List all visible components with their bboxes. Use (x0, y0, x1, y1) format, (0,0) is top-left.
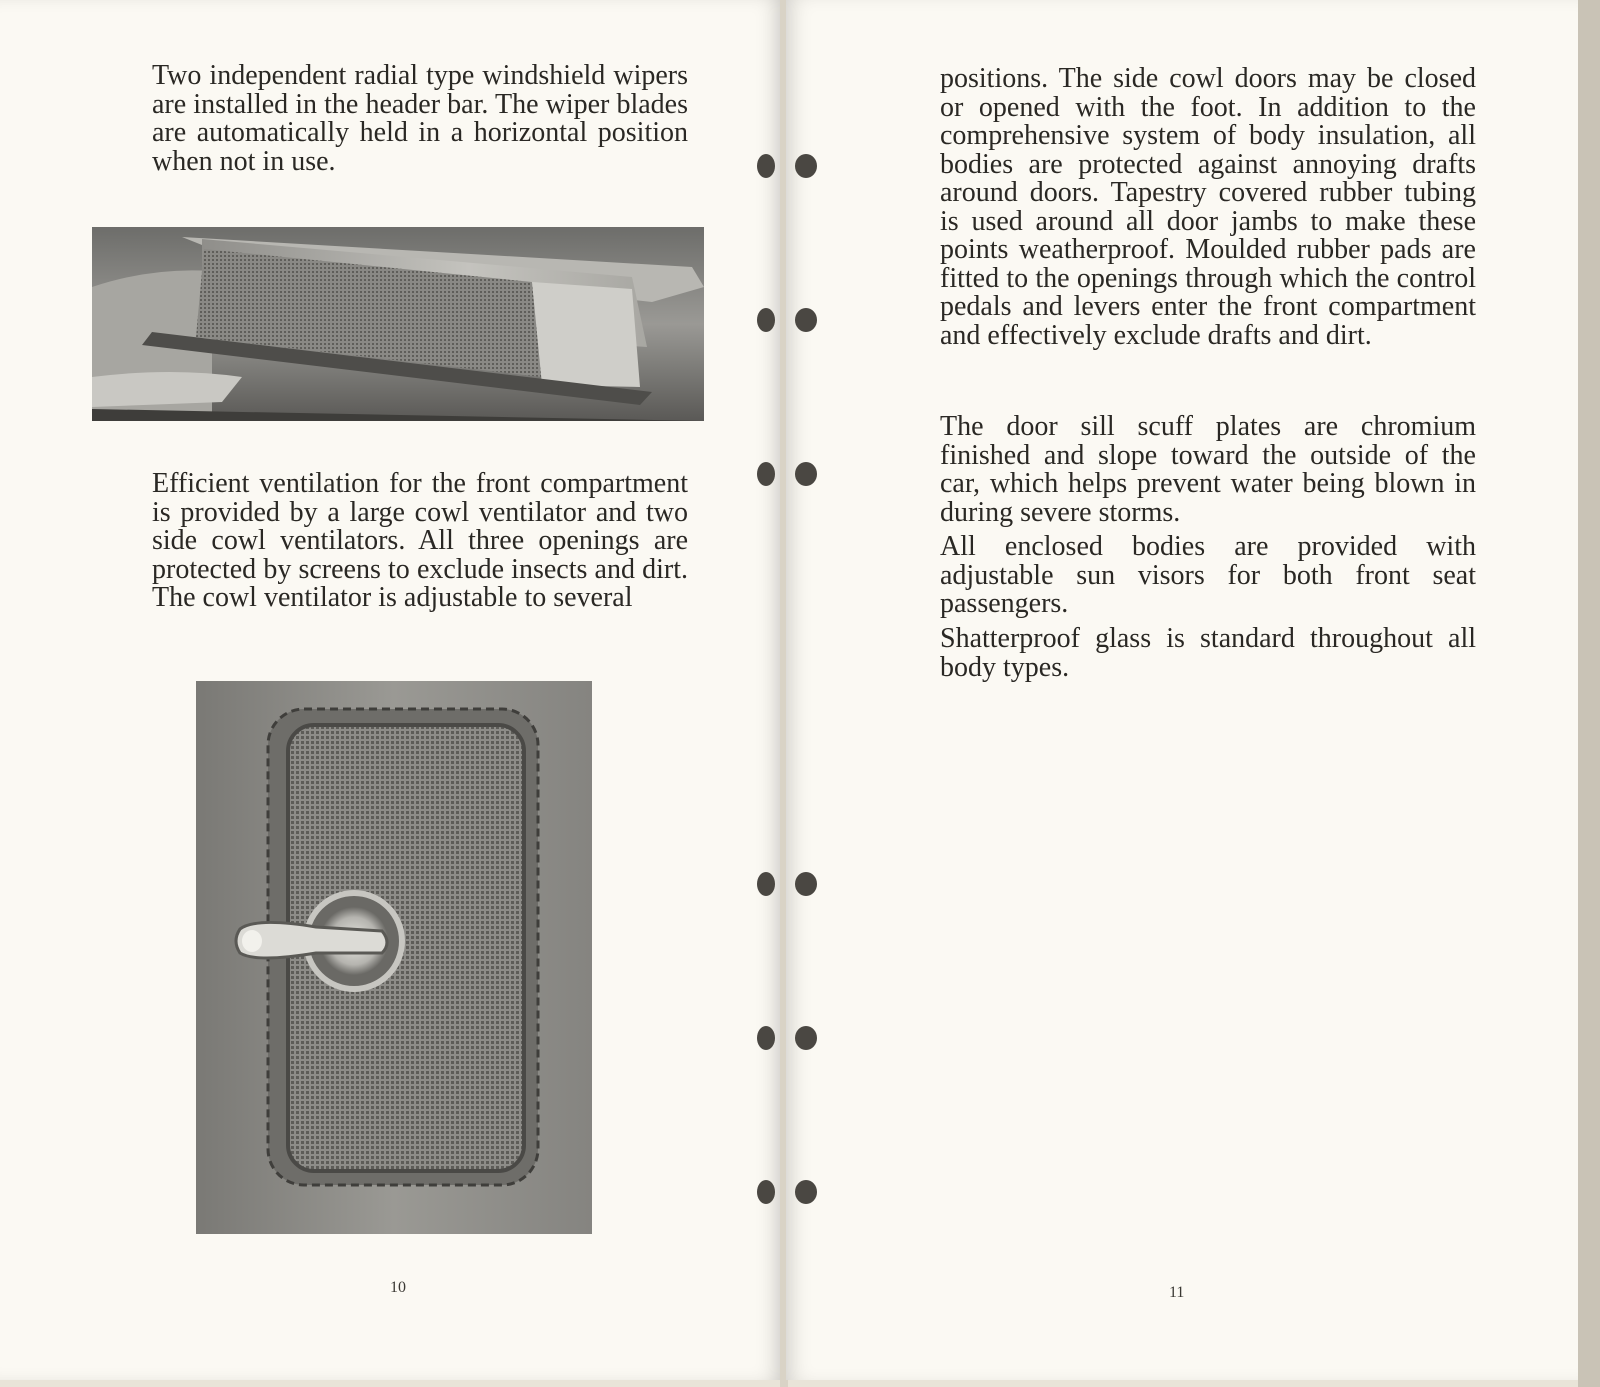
shatterproof-glass-paragraph: Shatterproof glass is standard throughout all body types. (940, 623, 1476, 683)
sun-visor-paragraph: All enclosed bodies are provided with adjustable sun visors for both front seat passengers. (940, 531, 1476, 619)
side-cowl-ventilator-photo (196, 681, 592, 1234)
left-page (0, 0, 782, 1380)
binding-holes (752, 150, 822, 1210)
right-page (786, 0, 1578, 1380)
door-sill-paragraph: The door sill scuff plates are chromium finished and slope toward the outside of the car, which helps prevent water being blown in during severe storms. (940, 411, 1476, 528)
ventilation-continued-paragraph: positions. The side cowl doors may be closed or opened with the foot. In addition to the comprehensive system of body insulation, all bodies are protected against annoying drafts around doors. Tapestry covered rubber tubing is used around all door jambs to make these points weatherproof. Moulded rubber pads are fitted to the openings through which the control pedals and levers enter the front compartment and effectively exclude drafts and dirt. (940, 63, 1476, 351)
page-number-left: 10 (390, 1279, 406, 1296)
page-number-right: 11 (1169, 1284, 1185, 1301)
page-edge (1578, 0, 1600, 1387)
wiper-paragraph: Two independent radial type windshield wipers are installed in the header bar. The wiper blades are automatically held in a horizontal position when not in use. (152, 60, 688, 177)
cowl-ventilator-photo (92, 227, 704, 421)
ventilation-paragraph: Efficient ventilation for the front compartment is provided by a large cowl ventilator and two side cowl ventilators. All three openings are protected by screens to exclude insects and dirt. The cowl ventilator is adjustable to several (152, 468, 688, 613)
